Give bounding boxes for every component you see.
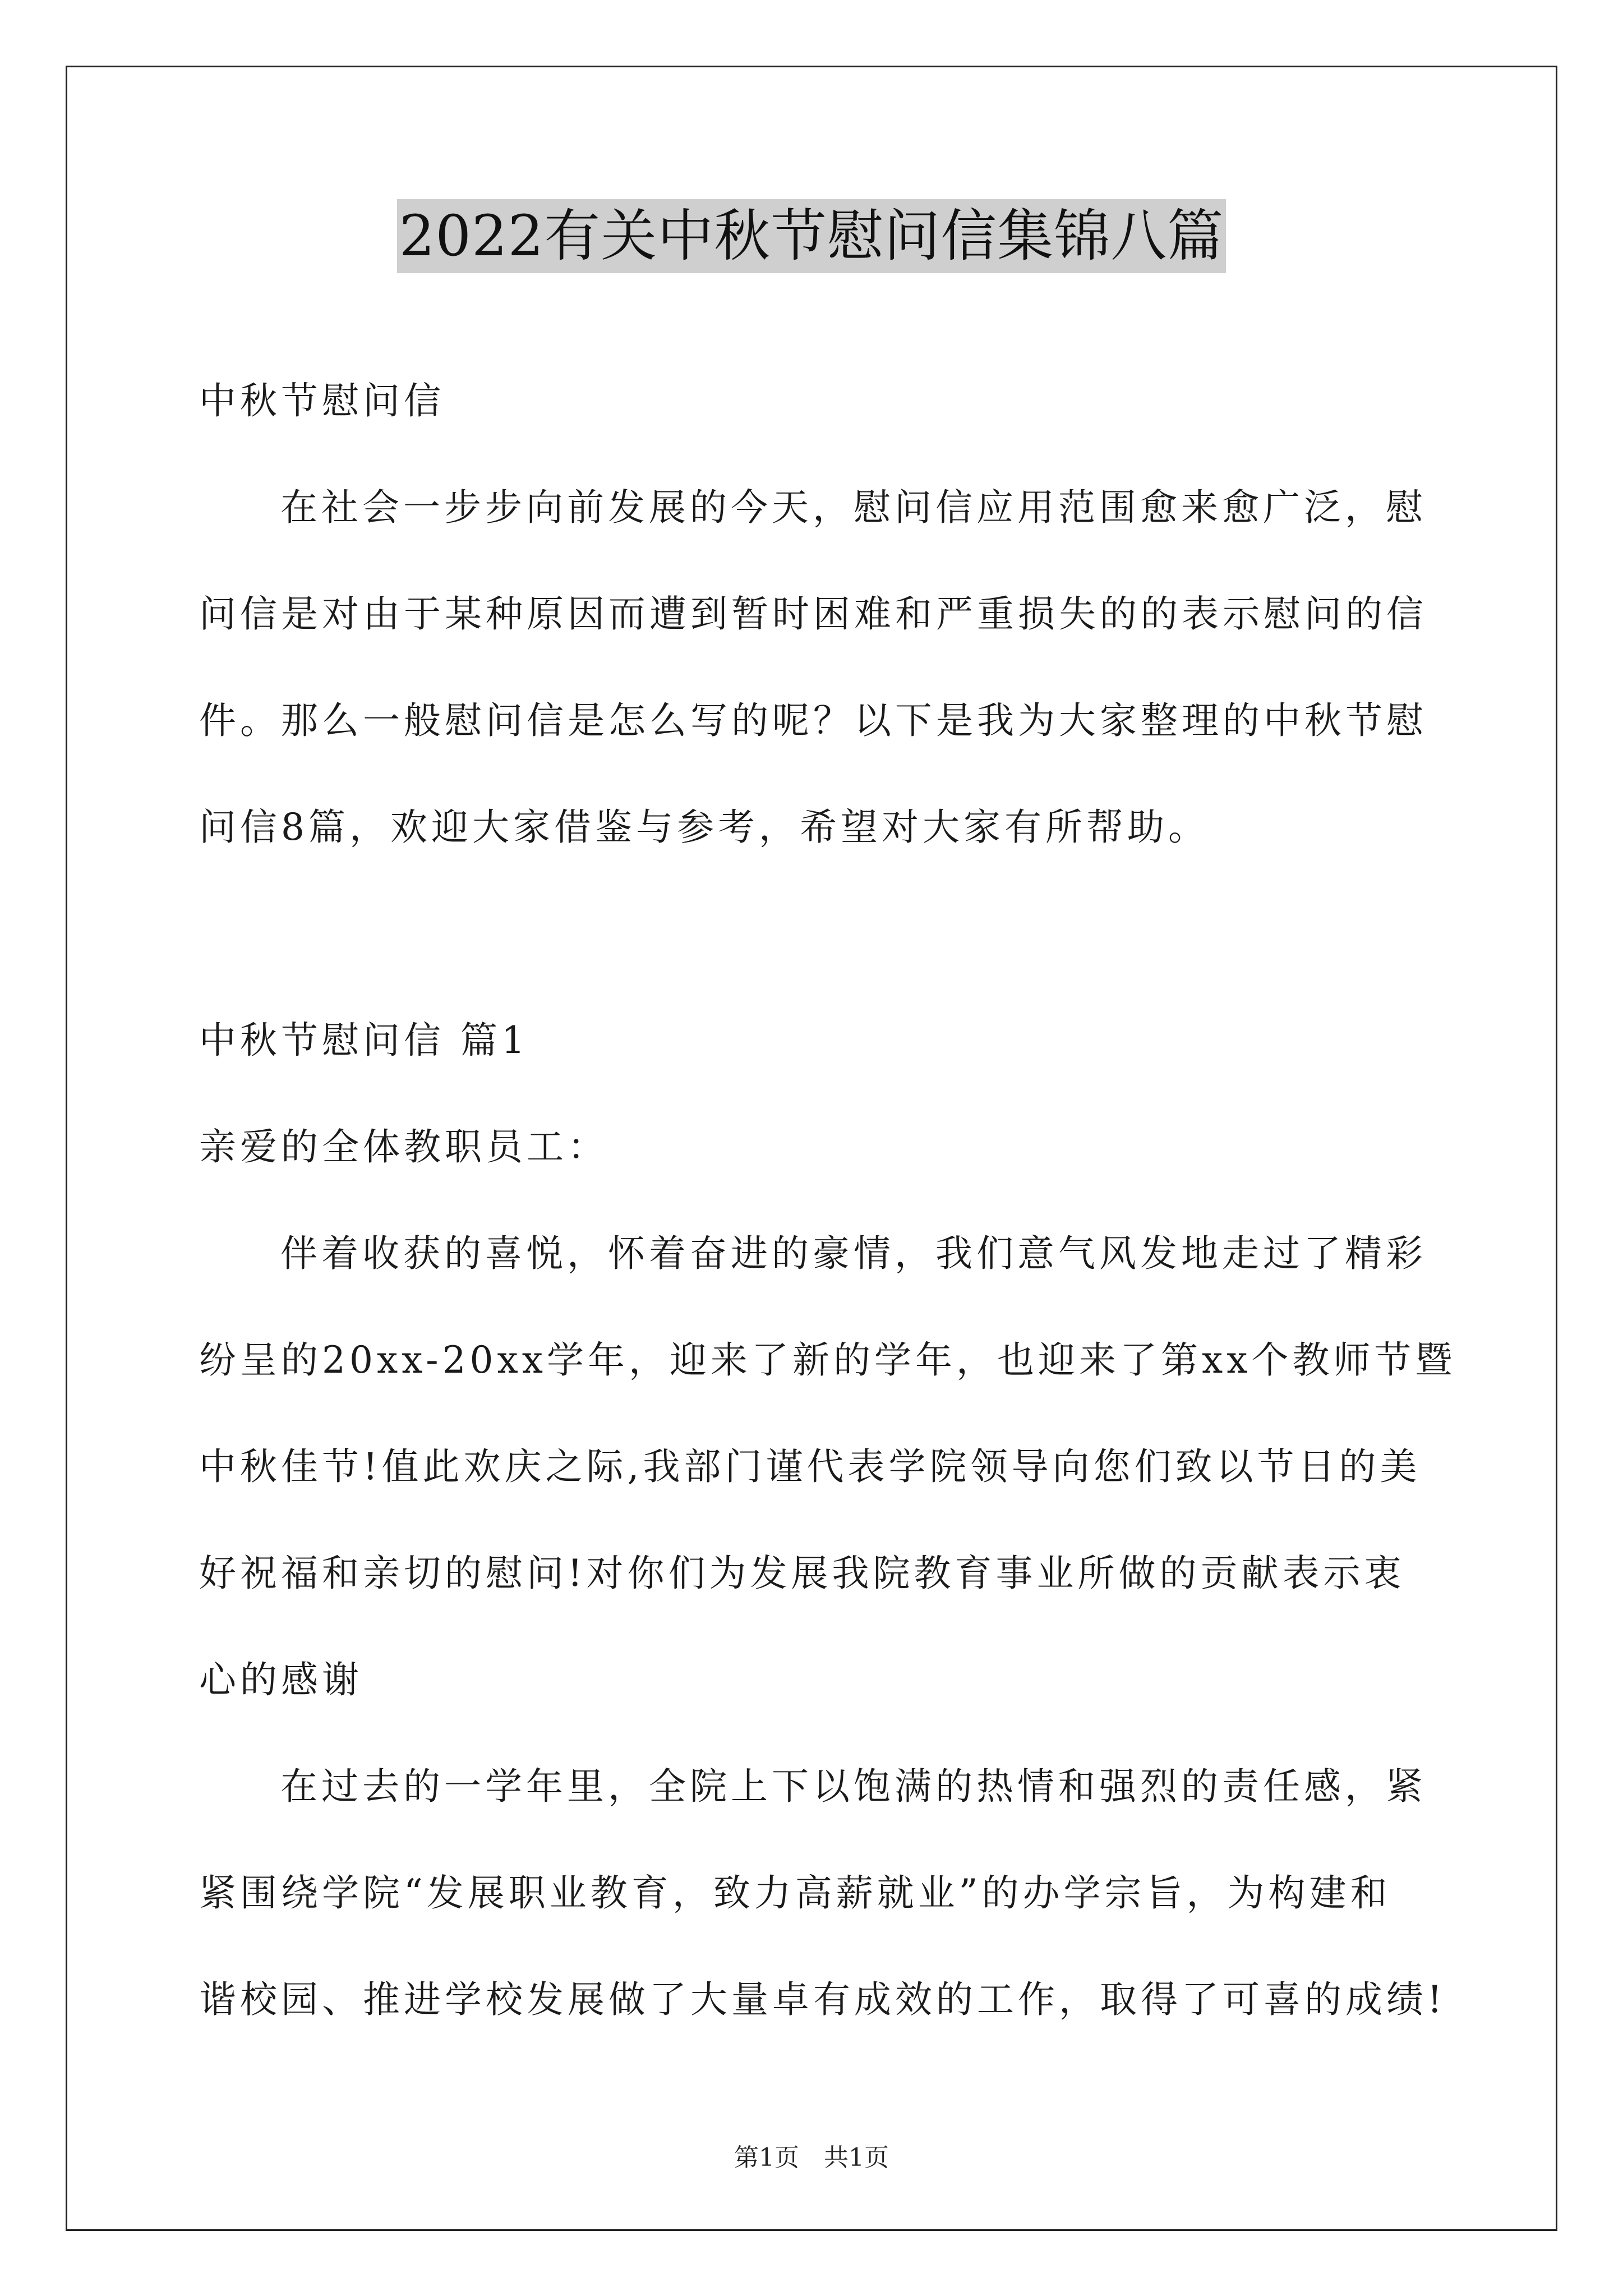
blank-line: [199, 881, 1433, 987]
document-body: [199, 348, 1456, 2053]
paragraph-line: 纷呈的20xx-20xx学年，迎来了新的学年，也迎来了第xx个教师节暨: [199, 1338, 1456, 1382]
paragraph-line: 紧围绕学院“发展职业教育，致力高薪就业”的办学宗旨，为构建和: [199, 1871, 1391, 1915]
paragraph-line: 伴着收获的喜悦，怀着奋进的豪情，我们意气风发地走过了精彩: [280, 1232, 1427, 1275]
paragraph-line: 好祝福和亲切的慰问!对你们为发展我院教育事业所做的贡献表示衷: [199, 1552, 1405, 1595]
document-title: 2022有关中秋节慰问信集锦八篇: [397, 199, 1227, 273]
paragraph-line: 心的感谢: [199, 1658, 363, 1701]
section-heading: 中秋节慰问信: [199, 379, 445, 422]
salutation: 亲爱的全体教职员工：: [199, 1125, 608, 1168]
paragraph-line: 谐校园、推进学校发展做了大量卓有成效的工作，取得了可喜的成绩!: [199, 1978, 1446, 2021]
paragraph-line: 问信8篇，欢迎大家借鉴与参考，希望对大家有所帮助。: [199, 806, 1209, 849]
section-heading: 中秋节慰问信 篇1: [199, 1019, 529, 1062]
paragraph-line: 在社会一步步向前发展的今天，慰问信应用范围愈来愈广泛，慰: [280, 486, 1427, 529]
paragraph-line: 中秋佳节!值此欢庆之际,我部门谨代表学院领导向您们致以节日的美: [199, 1445, 1421, 1488]
paragraph-line: 件。那么一般慰问信是怎么写的呢？以下是我为大家整理的中秋节慰: [199, 699, 1427, 742]
paragraph-line: 问信是对由于某种原因而遭到暂时困难和严重损失的的表示慰问的信: [199, 592, 1427, 636]
title-container: [0, 199, 1623, 273]
paragraph-line: 在过去的一学年里，全院上下以饱满的热情和强烈的责任感，紧: [280, 1765, 1427, 1808]
page-number-footer: 第1页 共1页: [734, 2143, 889, 2172]
